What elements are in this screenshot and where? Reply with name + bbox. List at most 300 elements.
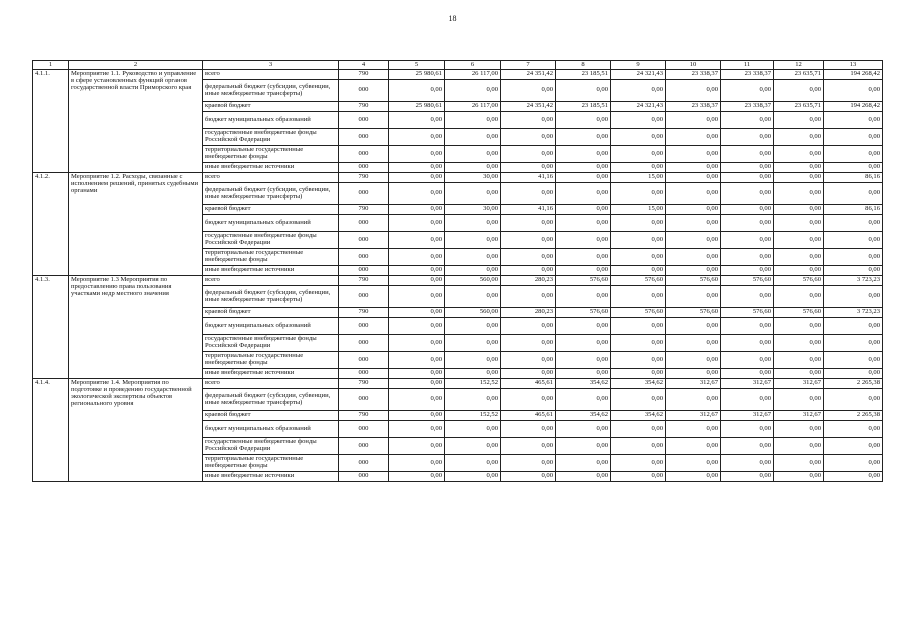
- amount-cell: 0,00: [774, 163, 824, 173]
- amount-cell: 25 980,61: [389, 102, 445, 112]
- amount-cell: 0,00: [389, 129, 445, 146]
- amount-cell: 0,00: [611, 80, 666, 102]
- amount-cell: 354,62: [556, 411, 611, 421]
- amount-cell: 312,67: [666, 379, 721, 389]
- amount-cell: 0,00: [556, 146, 611, 163]
- amount-cell: 0,00: [445, 369, 501, 379]
- amount-cell: 0,00: [556, 205, 611, 215]
- amount-cell: 152,52: [445, 411, 501, 421]
- amount-cell: 0,00: [556, 215, 611, 232]
- grbs-code: 000: [339, 369, 389, 379]
- budget-table: [32, 60, 883, 482]
- amount-cell: 560,00: [445, 276, 501, 286]
- amount-cell: 0,00: [611, 249, 666, 266]
- amount-cell: 0,00: [445, 472, 501, 482]
- amount-cell: 0,00: [445, 335, 501, 352]
- amount-cell: 0,00: [666, 455, 721, 472]
- amount-cell: 24 351,42: [501, 70, 556, 80]
- amount-cell: 576,60: [774, 308, 824, 318]
- amount-cell: 0,00: [666, 163, 721, 173]
- amount-cell: 0,00: [501, 80, 556, 102]
- funding-source: федеральный бюджет (субсидии, субвенции, иные межбюджетные трансферты): [203, 389, 339, 411]
- amount-cell: 0,00: [666, 369, 721, 379]
- amount-cell: 0,00: [389, 318, 445, 335]
- amount-cell: 0,00: [824, 249, 883, 266]
- amount-cell: 0,00: [666, 215, 721, 232]
- amount-cell: 0,00: [389, 455, 445, 472]
- amount-cell: 0,00: [666, 249, 721, 266]
- amount-cell: 24 321,43: [611, 102, 666, 112]
- amount-cell: 0,00: [611, 472, 666, 482]
- amount-cell: 0,00: [611, 266, 666, 276]
- funding-source: краевой бюджет: [203, 102, 339, 112]
- amount-cell: 86,16: [824, 173, 883, 183]
- amount-cell: 3 723,23: [824, 276, 883, 286]
- amount-cell: 0,00: [389, 286, 445, 308]
- amount-cell: 0,00: [666, 173, 721, 183]
- amount-cell: 0,00: [774, 421, 824, 438]
- amount-cell: 26 117,00: [445, 70, 501, 80]
- amount-cell: 0,00: [501, 455, 556, 472]
- amount-cell: 0,00: [666, 232, 721, 249]
- funding-source: территориальные государственные внебюджетные фонды: [203, 146, 339, 163]
- amount-cell: 0,00: [611, 215, 666, 232]
- amount-cell: 0,00: [501, 335, 556, 352]
- amount-cell: 0,00: [389, 276, 445, 286]
- amount-cell: 0,00: [445, 352, 501, 369]
- amount-cell: 0,00: [389, 173, 445, 183]
- amount-cell: 0,00: [501, 215, 556, 232]
- amount-cell: 576,60: [774, 276, 824, 286]
- amount-cell: 0,00: [666, 112, 721, 129]
- amount-cell: 0,00: [721, 183, 774, 205]
- table-row: [33, 173, 883, 183]
- amount-cell: 0,00: [721, 205, 774, 215]
- amount-cell: 0,00: [774, 472, 824, 482]
- activity-code: 4.1.1.: [33, 70, 69, 173]
- amount-cell: 41,16: [501, 173, 556, 183]
- amount-cell: 0,00: [556, 80, 611, 102]
- amount-cell: 0,00: [774, 112, 824, 129]
- amount-cell: 0,00: [824, 352, 883, 369]
- amount-cell: 0,00: [824, 369, 883, 379]
- amount-cell: 0,00: [445, 286, 501, 308]
- amount-cell: 0,00: [824, 215, 883, 232]
- amount-cell: 312,67: [774, 379, 824, 389]
- amount-cell: 312,67: [721, 411, 774, 421]
- amount-cell: 0,00: [501, 318, 556, 335]
- amount-cell: 0,00: [666, 129, 721, 146]
- amount-cell: 0,00: [824, 163, 883, 173]
- amount-cell: 0,00: [721, 438, 774, 455]
- amount-cell: 0,00: [389, 411, 445, 421]
- amount-cell: 0,00: [389, 112, 445, 129]
- funding-source: иные внебюджетные источники: [203, 266, 339, 276]
- activity-code: 4.1.3.: [33, 276, 69, 379]
- amount-cell: 23 338,37: [666, 70, 721, 80]
- amount-cell: 152,52: [445, 379, 501, 389]
- funding-source: всего: [203, 276, 339, 286]
- grbs-code: 000: [339, 232, 389, 249]
- amount-cell: 576,60: [721, 308, 774, 318]
- amount-cell: 0,00: [721, 455, 774, 472]
- amount-cell: 0,00: [556, 455, 611, 472]
- amount-cell: 0,00: [389, 215, 445, 232]
- amount-cell: 0,00: [721, 369, 774, 379]
- amount-cell: 0,00: [666, 80, 721, 102]
- amount-cell: 0,00: [611, 421, 666, 438]
- amount-cell: 0,00: [824, 183, 883, 205]
- amount-cell: 0,00: [611, 286, 666, 308]
- amount-cell: 0,00: [824, 232, 883, 249]
- amount-cell: 23 635,71: [774, 102, 824, 112]
- amount-cell: 0,00: [721, 129, 774, 146]
- amount-cell: 26 117,00: [445, 102, 501, 112]
- amount-cell: 24 351,42: [501, 102, 556, 112]
- amount-cell: 280,23: [501, 308, 556, 318]
- amount-cell: 0,00: [389, 438, 445, 455]
- amount-cell: 0,00: [556, 163, 611, 173]
- amount-cell: 0,00: [611, 318, 666, 335]
- amount-cell: 23 338,37: [666, 102, 721, 112]
- amount-cell: 0,00: [824, 438, 883, 455]
- amount-cell: 0,00: [824, 318, 883, 335]
- amount-cell: 576,60: [666, 308, 721, 318]
- grbs-code: 000: [339, 286, 389, 308]
- activity-name: Мероприятие 1.4. Мероприятия по подготовке и проведению государственной экологической экспертизы объектов регионального уровня: [69, 379, 203, 482]
- amount-cell: 25 980,61: [389, 70, 445, 80]
- grbs-code: 790: [339, 173, 389, 183]
- funding-source: бюджет муниципальных образований: [203, 215, 339, 232]
- funding-source: федеральный бюджет (субсидии, субвенции, иные межбюджетные трансферты): [203, 80, 339, 102]
- amount-cell: 0,00: [556, 335, 611, 352]
- funding-source: территориальные государственные внебюджетные фонды: [203, 249, 339, 266]
- amount-cell: 0,00: [445, 163, 501, 173]
- amount-cell: 23 185,51: [556, 70, 611, 80]
- funding-source: государственные внебюджетные фонды Российской Федерации: [203, 232, 339, 249]
- amount-cell: 24 321,43: [611, 70, 666, 80]
- budget-table-body: [33, 61, 883, 482]
- column-number: 2: [69, 61, 203, 70]
- amount-cell: 0,00: [611, 352, 666, 369]
- amount-cell: 0,00: [721, 421, 774, 438]
- funding-source: всего: [203, 70, 339, 80]
- amount-cell: 41,16: [501, 205, 556, 215]
- amount-cell: 86,16: [824, 205, 883, 215]
- amount-cell: 2 265,38: [824, 379, 883, 389]
- amount-cell: 312,67: [666, 411, 721, 421]
- amount-cell: 0,00: [774, 318, 824, 335]
- amount-cell: 0,00: [774, 369, 824, 379]
- amount-cell: 23 635,71: [774, 70, 824, 80]
- amount-cell: 0,00: [721, 173, 774, 183]
- funding-source: бюджет муниципальных образований: [203, 421, 339, 438]
- amount-cell: 0,00: [824, 335, 883, 352]
- amount-cell: 0,00: [721, 389, 774, 411]
- amount-cell: 0,00: [666, 389, 721, 411]
- amount-cell: 0,00: [501, 183, 556, 205]
- activity-code: 4.1.4.: [33, 379, 69, 482]
- funding-source: краевой бюджет: [203, 205, 339, 215]
- table-row: [33, 70, 883, 80]
- grbs-code: 000: [339, 146, 389, 163]
- amount-cell: 0,00: [445, 249, 501, 266]
- amount-cell: 23 338,37: [721, 70, 774, 80]
- activity-name: Мероприятие 1.2. Расходы, связанные с исполнением решений, принятых судебными органами: [69, 173, 203, 276]
- amount-cell: 0,00: [774, 455, 824, 472]
- amount-cell: 465,61: [501, 379, 556, 389]
- column-number: 7: [501, 61, 556, 70]
- amount-cell: 30,00: [445, 205, 501, 215]
- amount-cell: 0,00: [824, 146, 883, 163]
- amount-cell: 194 268,42: [824, 70, 883, 80]
- amount-cell: 0,00: [666, 286, 721, 308]
- amount-cell: 576,60: [721, 276, 774, 286]
- amount-cell: 15,00: [611, 173, 666, 183]
- amount-cell: 0,00: [721, 146, 774, 163]
- funding-source: всего: [203, 173, 339, 183]
- amount-cell: 0,00: [774, 389, 824, 411]
- amount-cell: 0,00: [611, 335, 666, 352]
- amount-cell: 0,00: [389, 421, 445, 438]
- amount-cell: 0,00: [501, 286, 556, 308]
- amount-cell: 0,00: [824, 472, 883, 482]
- amount-cell: 0,00: [389, 249, 445, 266]
- amount-cell: 0,00: [611, 232, 666, 249]
- column-number: 3: [203, 61, 339, 70]
- amount-cell: 0,00: [774, 205, 824, 215]
- amount-cell: 0,00: [774, 286, 824, 308]
- amount-cell: 0,00: [611, 183, 666, 205]
- amount-cell: 0,00: [556, 421, 611, 438]
- activity-code: 4.1.2.: [33, 173, 69, 276]
- amount-cell: 0,00: [389, 80, 445, 102]
- grbs-code: 000: [339, 318, 389, 335]
- amount-cell: 0,00: [824, 286, 883, 308]
- amount-cell: 576,60: [611, 276, 666, 286]
- table-row: [33, 276, 883, 286]
- amount-cell: 0,00: [721, 249, 774, 266]
- amount-cell: 0,00: [721, 80, 774, 102]
- amount-cell: 0,00: [501, 163, 556, 173]
- grbs-code: 000: [339, 472, 389, 482]
- amount-cell: 0,00: [666, 472, 721, 482]
- amount-cell: 576,60: [556, 276, 611, 286]
- amount-cell: 0,00: [556, 286, 611, 308]
- amount-cell: 0,00: [556, 438, 611, 455]
- amount-cell: 0,00: [501, 266, 556, 276]
- amount-cell: 280,23: [501, 276, 556, 286]
- amount-cell: 0,00: [824, 112, 883, 129]
- amount-cell: 0,00: [389, 308, 445, 318]
- grbs-code: 790: [339, 411, 389, 421]
- grbs-code: 000: [339, 335, 389, 352]
- amount-cell: 0,00: [666, 318, 721, 335]
- amount-cell: 0,00: [389, 335, 445, 352]
- amount-cell: 0,00: [556, 369, 611, 379]
- funding-source: всего: [203, 379, 339, 389]
- funding-source: краевой бюджет: [203, 308, 339, 318]
- amount-cell: 0,00: [774, 335, 824, 352]
- page-number: 18: [448, 14, 457, 23]
- amount-cell: 15,00: [611, 205, 666, 215]
- amount-cell: 354,62: [611, 379, 666, 389]
- amount-cell: 0,00: [721, 266, 774, 276]
- grbs-code: 000: [339, 163, 389, 173]
- funding-source: территориальные государственные внебюджетные фонды: [203, 352, 339, 369]
- amount-cell: 0,00: [556, 129, 611, 146]
- amount-cell: 0,00: [501, 389, 556, 411]
- amount-cell: 0,00: [556, 389, 611, 411]
- amount-cell: 312,67: [721, 379, 774, 389]
- amount-cell: 0,00: [389, 379, 445, 389]
- amount-cell: 0,00: [389, 266, 445, 276]
- amount-cell: 0,00: [389, 232, 445, 249]
- amount-cell: 465,61: [501, 411, 556, 421]
- amount-cell: 0,00: [501, 438, 556, 455]
- amount-cell: 0,00: [556, 352, 611, 369]
- amount-cell: 0,00: [389, 146, 445, 163]
- amount-cell: 354,62: [611, 411, 666, 421]
- funding-source: бюджет муниципальных образований: [203, 112, 339, 129]
- amount-cell: 0,00: [445, 455, 501, 472]
- amount-cell: 0,00: [556, 249, 611, 266]
- column-number: 6: [445, 61, 501, 70]
- amount-cell: 0,00: [389, 183, 445, 205]
- activity-name: Мероприятие 1.1. Руководство и управление в сфере установленных функций органов государственной власти Приморского края: [69, 70, 203, 173]
- amount-cell: 0,00: [445, 146, 501, 163]
- amount-cell: 0,00: [445, 389, 501, 411]
- amount-cell: 0,00: [721, 352, 774, 369]
- amount-cell: 0,00: [774, 173, 824, 183]
- amount-cell: 0,00: [774, 146, 824, 163]
- amount-cell: 23 338,37: [721, 102, 774, 112]
- grbs-code: 000: [339, 129, 389, 146]
- amount-cell: 0,00: [774, 232, 824, 249]
- amount-cell: 0,00: [666, 266, 721, 276]
- amount-cell: 0,00: [824, 455, 883, 472]
- grbs-code: 000: [339, 215, 389, 232]
- funding-source: государственные внебюджетные фонды Российской Федерации: [203, 129, 339, 146]
- amount-cell: 0,00: [774, 183, 824, 205]
- amount-cell: 0,00: [611, 146, 666, 163]
- amount-cell: 0,00: [666, 146, 721, 163]
- grbs-code: 000: [339, 389, 389, 411]
- grbs-code: 000: [339, 249, 389, 266]
- amount-cell: 30,00: [445, 173, 501, 183]
- funding-source: государственные внебюджетные фонды Российской Федерации: [203, 438, 339, 455]
- amount-cell: 0,00: [389, 163, 445, 173]
- amount-cell: 0,00: [501, 352, 556, 369]
- amount-cell: 0,00: [501, 146, 556, 163]
- amount-cell: 0,00: [721, 286, 774, 308]
- amount-cell: 0,00: [611, 438, 666, 455]
- amount-cell: 0,00: [445, 112, 501, 129]
- grbs-code: 790: [339, 276, 389, 286]
- amount-cell: 0,00: [389, 205, 445, 215]
- funding-source: иные внебюджетные источники: [203, 163, 339, 173]
- grbs-code: 000: [339, 80, 389, 102]
- amount-cell: 0,00: [666, 352, 721, 369]
- column-number: 12: [774, 61, 824, 70]
- grbs-code: 000: [339, 112, 389, 129]
- amount-cell: 0,00: [501, 129, 556, 146]
- amount-cell: 0,00: [556, 472, 611, 482]
- amount-cell: 312,67: [774, 411, 824, 421]
- amount-cell: 0,00: [501, 112, 556, 129]
- funding-source: иные внебюджетные источники: [203, 472, 339, 482]
- amount-cell: 3 723,23: [824, 308, 883, 318]
- amount-cell: 0,00: [611, 129, 666, 146]
- amount-cell: 0,00: [445, 266, 501, 276]
- amount-cell: 0,00: [445, 421, 501, 438]
- column-number: 10: [666, 61, 721, 70]
- amount-cell: 0,00: [556, 232, 611, 249]
- amount-cell: 0,00: [445, 318, 501, 335]
- amount-cell: 0,00: [611, 369, 666, 379]
- column-number-row: [33, 61, 883, 70]
- amount-cell: 23 185,51: [556, 102, 611, 112]
- amount-cell: 0,00: [774, 80, 824, 102]
- amount-cell: 0,00: [445, 215, 501, 232]
- table-row: [33, 379, 883, 389]
- column-number: 13: [824, 61, 883, 70]
- amount-cell: 194 268,42: [824, 102, 883, 112]
- amount-cell: 0,00: [445, 183, 501, 205]
- amount-cell: 0,00: [824, 266, 883, 276]
- amount-cell: 0,00: [556, 318, 611, 335]
- amount-cell: 0,00: [666, 183, 721, 205]
- amount-cell: 0,00: [721, 215, 774, 232]
- column-number: 4: [339, 61, 389, 70]
- amount-cell: 0,00: [774, 266, 824, 276]
- funding-source: государственные внебюджетные фонды Российской Федерации: [203, 335, 339, 352]
- amount-cell: 576,60: [556, 308, 611, 318]
- amount-cell: 576,60: [611, 308, 666, 318]
- amount-cell: 0,00: [501, 369, 556, 379]
- amount-cell: 0,00: [611, 389, 666, 411]
- amount-cell: 0,00: [611, 455, 666, 472]
- amount-cell: 2 265,38: [824, 411, 883, 421]
- amount-cell: 0,00: [501, 232, 556, 249]
- funding-source: бюджет муниципальных образований: [203, 318, 339, 335]
- amount-cell: 0,00: [445, 80, 501, 102]
- amount-cell: 0,00: [666, 421, 721, 438]
- amount-cell: 0,00: [721, 472, 774, 482]
- amount-cell: 0,00: [501, 421, 556, 438]
- amount-cell: 0,00: [445, 438, 501, 455]
- grbs-code: 000: [339, 438, 389, 455]
- amount-cell: 0,00: [389, 472, 445, 482]
- funding-source: иные внебюджетные источники: [203, 369, 339, 379]
- amount-cell: 0,00: [445, 129, 501, 146]
- amount-cell: 0,00: [721, 232, 774, 249]
- grbs-code: 790: [339, 205, 389, 215]
- amount-cell: 0,00: [824, 80, 883, 102]
- grbs-code: 790: [339, 379, 389, 389]
- amount-cell: 576,60: [666, 276, 721, 286]
- column-number: 5: [389, 61, 445, 70]
- amount-cell: 0,00: [611, 163, 666, 173]
- amount-cell: 0,00: [501, 249, 556, 266]
- amount-cell: 0,00: [721, 318, 774, 335]
- amount-cell: 0,00: [389, 389, 445, 411]
- amount-cell: 0,00: [501, 472, 556, 482]
- column-number: 9: [611, 61, 666, 70]
- amount-cell: 560,00: [445, 308, 501, 318]
- amount-cell: 0,00: [389, 352, 445, 369]
- funding-source: территориальные государственные внебюджетные фонды: [203, 455, 339, 472]
